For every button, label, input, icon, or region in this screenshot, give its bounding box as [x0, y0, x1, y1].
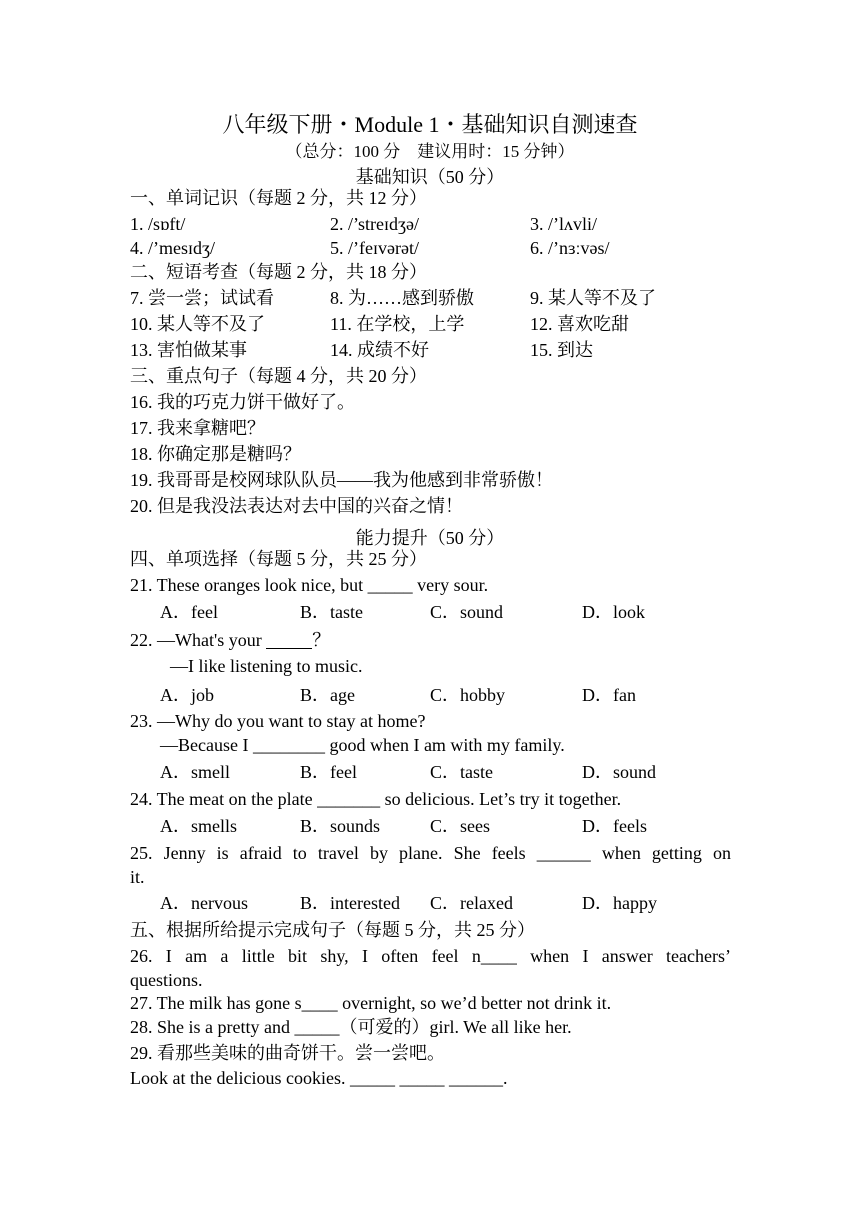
- option-d: D．fan: [582, 685, 636, 705]
- sentence-item: 18. 你确定那是糖吗？: [130, 444, 301, 464]
- document-title: 八年级下册・Module 1・基础知识自测速查: [222, 112, 638, 137]
- completion-line: 28. She is a pretty and _____（可爱的）girl. We all like her.: [130, 1017, 572, 1037]
- phrase-item: 7. 尝一尝；试试看: [130, 288, 274, 308]
- sentence-item: 19. 我哥哥是校网球队队员——我为他感到非常骄傲！: [130, 470, 553, 490]
- question-stem: it.: [130, 867, 145, 887]
- completion-line: Look at the delicious cookies. _____ _____ ______.: [130, 1068, 508, 1088]
- completion-line: 26. I am a little bit shy, I often feel n____ when I answer teachers’: [130, 946, 731, 966]
- option-c: C．relaxed: [430, 893, 513, 913]
- question-stem: 21. These oranges look nice, but _____ very sour.: [130, 575, 489, 595]
- option-b: B．sounds: [300, 816, 381, 836]
- word-item: 5. /’feɪvərət/: [330, 238, 419, 258]
- option-c: C．taste: [430, 762, 493, 782]
- part-heading-ability: 能力提升（50 分）: [355, 528, 505, 548]
- option-a: A．feel: [160, 602, 218, 622]
- question-stem: 23. —Why do you want to stay at home?: [130, 711, 426, 731]
- section-heading: 一、单词记识（每题 2 分，共 12 分）: [130, 188, 427, 208]
- word-item: 1. /sɒft/: [130, 214, 186, 234]
- part-heading-basic: 基础知识（50 分）: [355, 167, 505, 187]
- option-d: D．happy: [582, 893, 657, 913]
- section-heading: 五、根据所给提示完成句子（每题 5 分，共 25 分）: [130, 920, 535, 940]
- word-item: 4. /’mesɪdʒ/: [130, 238, 215, 258]
- completion-line: 27. The milk has gone s____ overnight, so we’d better not drink it.: [130, 993, 612, 1013]
- phrase-item: 8. 为……感到骄傲: [330, 288, 474, 308]
- completion-line: questions.: [130, 970, 203, 990]
- sentence-item: 17. 我来拿糖吧？: [130, 418, 265, 438]
- question-stem: —I like listening to music.: [170, 656, 363, 676]
- option-c: C．sound: [430, 602, 504, 622]
- question-stem: 25. Jenny is afraid to travel by plane. She feels ______ when getting on: [130, 843, 731, 863]
- document-subtitle: （总分：100 分 建议用时：15 分钟）: [285, 142, 575, 161]
- word-item: 2. /’streɪdʒə/: [330, 214, 419, 234]
- phrase-item: 13. 害怕做某事: [130, 340, 247, 360]
- option-a: A．nervous: [160, 893, 248, 913]
- word-item: 3. /’lʌvli/: [530, 214, 597, 234]
- option-c: C．hobby: [430, 685, 506, 705]
- word-item: 6. /’nɜːvəs/: [530, 238, 610, 258]
- sentence-item: 16. 我的巧克力饼干做好了。: [130, 392, 355, 412]
- sentence-item: 20. 但是我没法表达对去中国的兴奋之情！: [130, 496, 463, 516]
- question-stem: —Because I ________ good when I am with my family.: [160, 735, 565, 755]
- section-heading: 三、重点句子（每题 4 分，共 20 分）: [130, 366, 427, 386]
- phrase-item: 14. 成绩不好: [330, 340, 429, 360]
- phrase-item: 10. 某人等不及了: [130, 314, 265, 334]
- completion-line: 29. 看那些美味的曲奇饼干。尝一尝吧。: [130, 1043, 445, 1063]
- option-b: B．age: [300, 685, 355, 705]
- option-a: A．smells: [160, 816, 238, 836]
- phrase-item: 9. 某人等不及了: [530, 288, 656, 308]
- phrase-item: 11. 在学校，上学: [330, 314, 465, 334]
- question-stem: [130, 631, 330, 651]
- phrase-item: 12. 喜欢吃甜: [530, 314, 629, 334]
- option-a: A．smell: [160, 762, 230, 782]
- question-stem-text: 22. —What's your: [130, 630, 267, 650]
- question-stem-end: ？: [312, 630, 331, 650]
- answer-blank: [266, 647, 312, 649]
- option-b: B．feel: [300, 762, 357, 782]
- option-d: D．look: [582, 602, 645, 622]
- phrase-item: 15. 到达: [530, 340, 593, 360]
- option-d: D．feels: [582, 816, 647, 836]
- option-b: B．taste: [300, 602, 363, 622]
- option-b: B．interested: [300, 893, 400, 913]
- option-d: D．sound: [582, 762, 657, 782]
- section-heading: 二、短语考查（每题 2 分，共 18 分）: [130, 262, 427, 282]
- question-stem: 24. The meat on the plate _______ so delicious. Let’s try it together.: [130, 789, 622, 809]
- option-a: A．job: [160, 685, 214, 705]
- option-c: C．sees: [430, 816, 490, 836]
- section-heading: 四、单项选择（每题 5 分，共 25 分）: [130, 549, 427, 569]
